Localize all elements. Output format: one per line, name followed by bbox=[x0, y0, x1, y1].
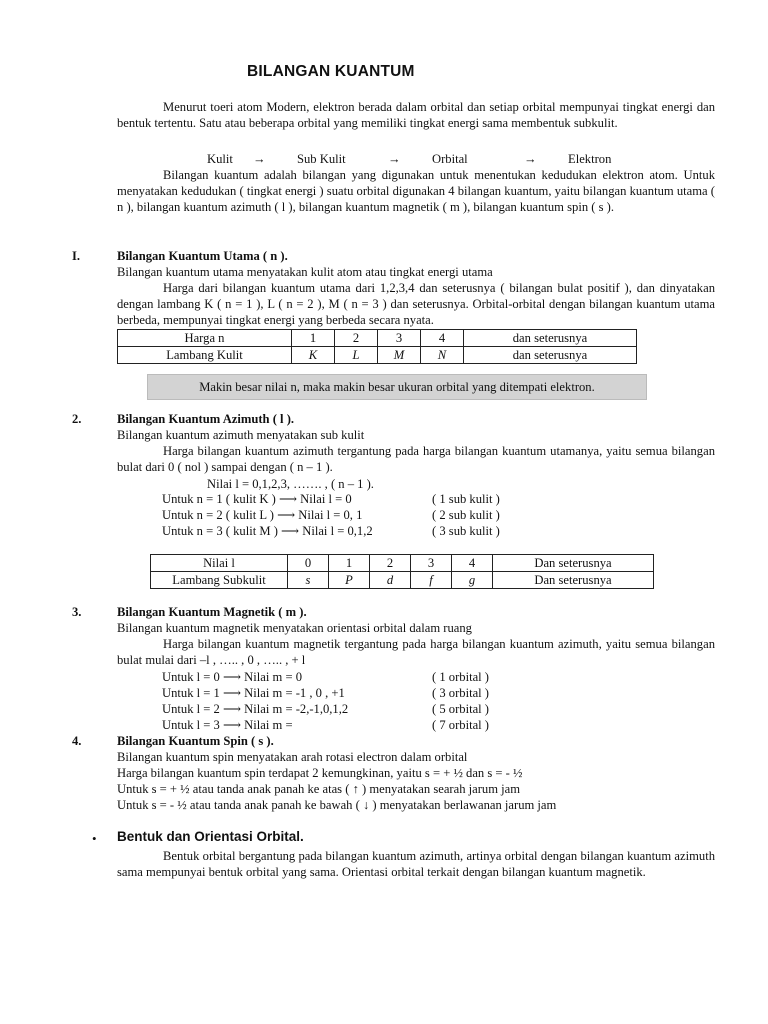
flow-subkulit: Sub Kulit bbox=[297, 152, 346, 166]
table-cell: g bbox=[452, 572, 493, 589]
list-item-count: ( 1 sub kulit ) bbox=[432, 492, 500, 506]
flow-arrow-3: → bbox=[524, 152, 537, 166]
section-4-heading: Bilangan Kuantum Spin ( s ). bbox=[117, 734, 274, 748]
table-cell: Dan seterusnya bbox=[493, 555, 654, 572]
section-4-line-2: Harga bilangan kuantum spin terdapat 2 kemungkinan, yaitu s = + ½ dan s = - ½ bbox=[117, 766, 523, 780]
intro-paragraph-1 bbox=[117, 99, 715, 131]
intro-p1-text: Menurut toeri atom Modern, elektron berada dalam orbital dan setiap orbital mempunyai tingkat energi dan bentuk tertentu. Satu atau beberapa orbital yang memiliki tingkat energi sama membentuk subkulit. bbox=[117, 100, 715, 130]
list-item: Untuk n = 2 ( kulit L ) ⟶ Nilai l = 0, 1 bbox=[162, 508, 363, 522]
section-4-line-3: Untuk s = + ½ atau tanda anak panah ke atas ( ↑ ) menyatakan searah jarum jam bbox=[117, 782, 521, 796]
table-cell: Lambang Subkulit bbox=[151, 572, 288, 589]
section-4-line-4: Untuk s = - ½ atau tanda anak panah ke bawah ( ↓ ) menyatakan berlawanan jarum jam bbox=[117, 798, 557, 812]
bullet-icon: • bbox=[92, 831, 97, 846]
table-cell: 2 bbox=[370, 555, 411, 572]
intro-paragraph-2 bbox=[117, 167, 715, 215]
section-2-line: Bilangan kuantum azimuth menyatakan sub kulit bbox=[117, 428, 365, 442]
subkulit-table bbox=[150, 554, 654, 589]
table-cell: 1 bbox=[292, 330, 335, 347]
list-item: Untuk l = 3 ⟶ Nilai m = bbox=[162, 718, 293, 732]
page-title: BILANGAN KUANTUM bbox=[247, 63, 415, 80]
table-cell: N bbox=[421, 347, 464, 364]
table-row bbox=[118, 347, 637, 364]
list-item-count: ( 3 sub kulit ) bbox=[432, 524, 500, 538]
orbital-paragraph bbox=[117, 848, 715, 880]
list-item: Untuk n = 1 ( kulit K ) ⟶ Nilai l = 0 bbox=[162, 492, 352, 506]
table-cell: 3 bbox=[378, 330, 421, 347]
table-cell: 4 bbox=[452, 555, 493, 572]
list-item: Untuk l = 0 ⟶ Nilai m = 0 bbox=[162, 670, 303, 684]
flow-arrow-1: → bbox=[253, 152, 266, 166]
table-row bbox=[151, 572, 654, 589]
section-1-number: I. bbox=[72, 249, 81, 263]
section-1-paragraph bbox=[117, 280, 715, 328]
section-2-p-text: Harga bilangan kuantum azimuth tergantung pada harga bilangan kuantum utamanya, yaitu semua bilangan bulat dari 0 ( nol ) sampai dengan ( n – 1 ). bbox=[117, 444, 715, 474]
section-1-heading: Bilangan Kuantum Utama ( n ). bbox=[117, 249, 288, 263]
table-cell: 3 bbox=[411, 555, 452, 572]
highlight-note: Makin besar nilai n, maka makin besar ukuran orbital yang ditempati elektron. bbox=[147, 374, 647, 400]
section-2-paragraph bbox=[117, 443, 715, 475]
nilai-l-line: Nilai l = 0,1,2,3, ……. , ( n – 1 ). bbox=[207, 477, 374, 491]
list-item-count: ( 5 orbital ) bbox=[432, 702, 490, 716]
section-3-heading: Bilangan Kuantum Magnetik ( m ). bbox=[117, 605, 307, 619]
table-cell: Harga n bbox=[118, 330, 292, 347]
table-row bbox=[151, 555, 654, 572]
section-2-number: 2. bbox=[72, 412, 82, 426]
intro-p2-text: Bilangan kuantum adalah bilangan yang digunakan untuk menentukan kedudukan elektron atom. Untuk menyatakan kedudukan ( tingkat energi ) suatu orbital digunakan 4 bilangan kuantum, yaitu bilangan kuantum utama ( n ), bilangan kuantum azimuth ( l ), bilangan kuantum magnetik ( m ), bilangan kuantum spin ( s ). bbox=[117, 168, 715, 214]
section-1-p-text: Harga dari bilangan kuantum utama dari 1,2,3,4 dan seterusnya ( bilangan bulat positif ), dan dinyatakan dengan lambang K ( n = 1 ), L ( n = 2 ), M ( n = 3 ) dan seterusnya. Orbital-orbital dengan bilangan kuantum utama berbeda, mempunyai tingkat energi yang berbeda secara nyata. bbox=[117, 281, 715, 327]
section-4-number: 4. bbox=[72, 734, 82, 748]
section-4-line-1: Bilangan kuantum spin menyatakan arah rotasi electron dalam orbital bbox=[117, 750, 468, 764]
flow-elektron: Elektron bbox=[568, 152, 612, 166]
list-item-count: ( 3 orbital ) bbox=[432, 686, 490, 700]
list-item: Untuk l = 1 ⟶ Nilai m = -1 , 0 , +1 bbox=[162, 686, 345, 700]
table-cell: d bbox=[370, 572, 411, 589]
table-cell: Lambang Kulit bbox=[118, 347, 292, 364]
table-cell: 1 bbox=[329, 555, 370, 572]
section-1-line: Bilangan kuantum utama menyatakan kulit atom atau tingkat energi utama bbox=[117, 265, 493, 279]
section-3-paragraph bbox=[117, 636, 715, 668]
table-cell: dan seterusnya bbox=[464, 330, 637, 347]
list-item-count: ( 1 orbital ) bbox=[432, 670, 490, 684]
list-item: Untuk n = 3 ( kulit M ) ⟶ Nilai l = 0,1,2 bbox=[162, 524, 373, 538]
table-row bbox=[118, 330, 637, 347]
table-cell: dan seterusnya bbox=[464, 347, 637, 364]
table-cell: Nilai l bbox=[151, 555, 288, 572]
kulit-table bbox=[117, 329, 637, 364]
section-3-line: Bilangan kuantum magnetik menyatakan orientasi orbital dalam ruang bbox=[117, 621, 472, 635]
table-cell: 2 bbox=[335, 330, 378, 347]
section-2-heading: Bilangan Kuantum Azimuth ( l ). bbox=[117, 412, 295, 426]
orbital-p-text: Bentuk orbital bergantung pada bilangan kuantum azimuth, artinya orbital dengan bilangan kuantum azimuth sama mempunyai bentuk orbital yang sama. Orientasi orbital terkait dengan bilangan kuantum magnetik. bbox=[117, 849, 715, 879]
table-cell: f bbox=[411, 572, 452, 589]
flow-orbital: Orbital bbox=[432, 152, 468, 166]
table-cell: L bbox=[335, 347, 378, 364]
flow-arrow-2: → bbox=[388, 152, 401, 166]
section-3-number: 3. bbox=[72, 605, 82, 619]
table-cell: 0 bbox=[288, 555, 329, 572]
table-cell: M bbox=[378, 347, 421, 364]
flow-kulit: Kulit bbox=[207, 152, 233, 166]
list-item-count: ( 2 sub kulit ) bbox=[432, 508, 500, 522]
table-cell: P bbox=[329, 572, 370, 589]
table-cell: 4 bbox=[421, 330, 464, 347]
list-item: Untuk l = 2 ⟶ Nilai m = -2,-1,0,1,2 bbox=[162, 702, 349, 716]
table-cell: Dan seterusnya bbox=[493, 572, 654, 589]
list-item-count: ( 7 orbital ) bbox=[432, 718, 490, 732]
table-cell: s bbox=[288, 572, 329, 589]
orbital-heading: Bentuk dan Orientasi Orbital. bbox=[117, 829, 304, 844]
section-3-p-text: Harga bilangan kuantum magnetik tergantung pada harga bilangan kuantum azimuth, yaitu semua bilangan bulat mulai dari –l , ….. , 0 , ….. , + l bbox=[117, 637, 715, 667]
table-cell: K bbox=[292, 347, 335, 364]
